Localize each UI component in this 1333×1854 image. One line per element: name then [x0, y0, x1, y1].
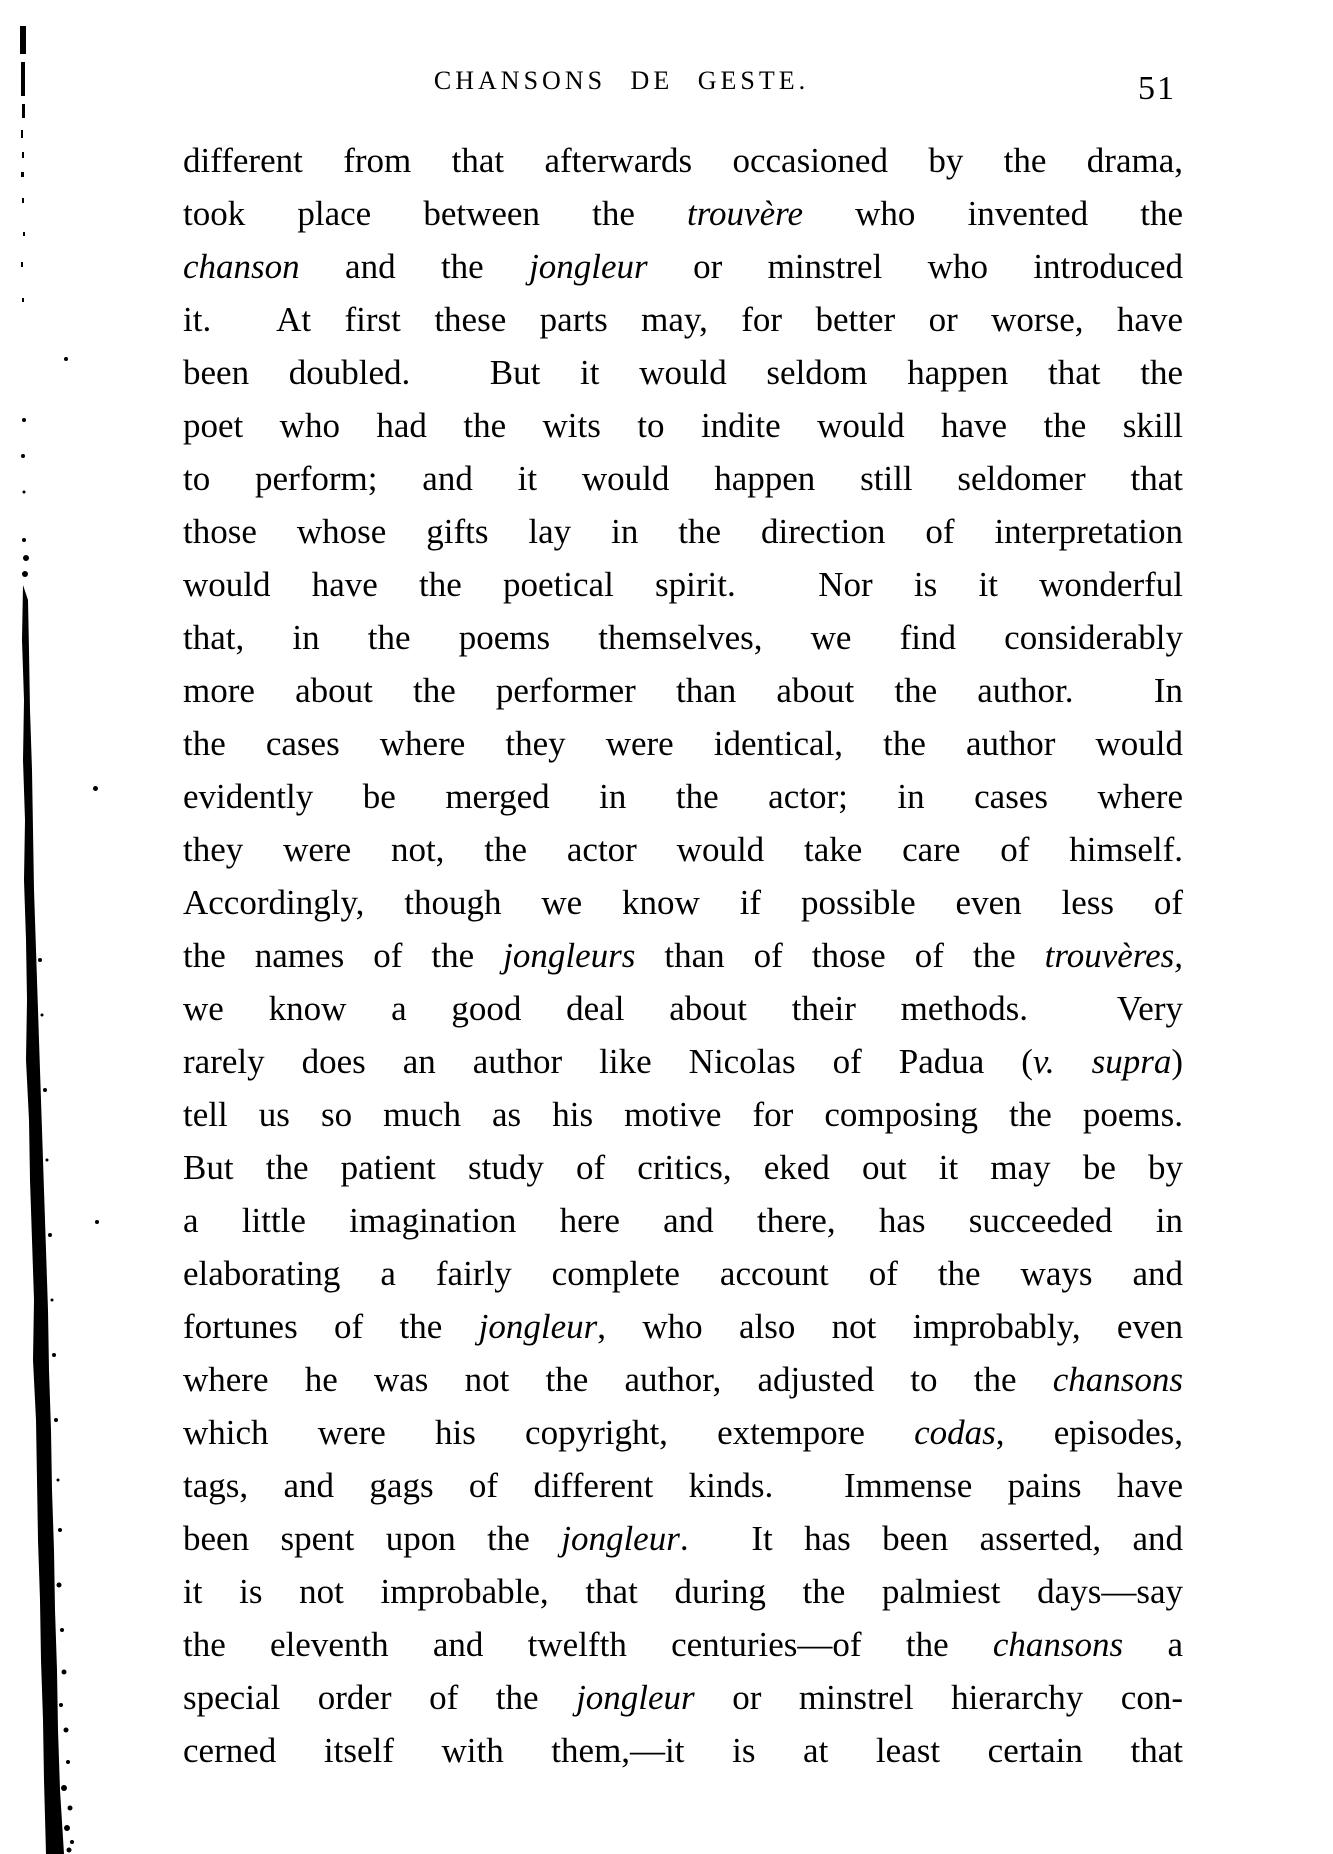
text-line: But the patient study of critics, eked out it may be by [183, 1148, 1183, 1187]
text-line: would have the poetical spirit. Nor is it wonderful [183, 565, 1183, 604]
text-line: poet who had the wits to indite would have the skill [183, 406, 1183, 445]
text-line: a little imagination here and there, has succeeded in [183, 1201, 1183, 1240]
text-line: elaborating a fairly complete account of the ways and [183, 1254, 1183, 1293]
page-number: 51 [1138, 70, 1176, 107]
text-line: that, in the poems themselves, we find considerably [183, 618, 1183, 657]
text-line: where he was not the author, adjusted to the chansons [183, 1360, 1183, 1399]
text-line: we know a good deal about their methods. Very [183, 989, 1183, 1028]
text-line: been doubled. But it would seldom happen that the [183, 353, 1183, 392]
text-line: the cases where they were identical, the author would [183, 724, 1183, 763]
text-line: it is not improbable, that during the palmiest days—say [183, 1572, 1183, 1611]
text-line: tell us so much as his motive for composing the poems. [183, 1095, 1183, 1134]
text-line: evidently be merged in the actor; in cases where [183, 777, 1183, 816]
text-line: it. At first these parts may, for better or worse, have [183, 300, 1183, 339]
text-line: took place between the trouvère who invented the [183, 194, 1183, 233]
text-line: they were not, the actor would take care of himself. [183, 830, 1183, 869]
text-line: the names of the jongleurs than of those of the trouvères, [183, 936, 1183, 975]
text-line: chanson and the jongleur or minstrel who introduced [183, 247, 1183, 286]
text-line: tags, and gags of different kinds. Immense pains have [183, 1466, 1183, 1505]
text-line: to perform; and it would happen still seldomer that [183, 459, 1183, 498]
text-line: more about the performer than about the author. In [183, 671, 1183, 710]
scan-binding-artifact [0, 0, 130, 1854]
ink-speckle [95, 1220, 99, 1224]
text-line: those whose gifts lay in the direction of interpretation [183, 512, 1183, 551]
text-line: rarely does an author like Nicolas of Padua (v. supra) [183, 1042, 1184, 1081]
body-text [183, 134, 1183, 1777]
text-line: the eleventh and twelfth centuries—of the chansons a [183, 1625, 1183, 1664]
text-line: special order of the jongleur or minstrel hierarchy con- [183, 1678, 1183, 1717]
ink-speckle [64, 357, 68, 361]
text-line: different from that afterwards occasioned by the drama, [183, 141, 1183, 180]
ink-speckle [93, 786, 98, 791]
text-line: fortunes of the jongleur, who also not improbably, even [183, 1307, 1183, 1346]
text-line: Accordingly, though we know if possible even less of [183, 883, 1183, 922]
running-header: CHANSONS DE GESTE. [433, 66, 810, 95]
text-line: cerned itself with them,—it is at least certain that [183, 1731, 1183, 1770]
text-line: which were his copyright, extempore codas, episodes, [183, 1413, 1183, 1452]
text-line: been spent upon the jongleur. It has been asserted, and [183, 1519, 1183, 1558]
